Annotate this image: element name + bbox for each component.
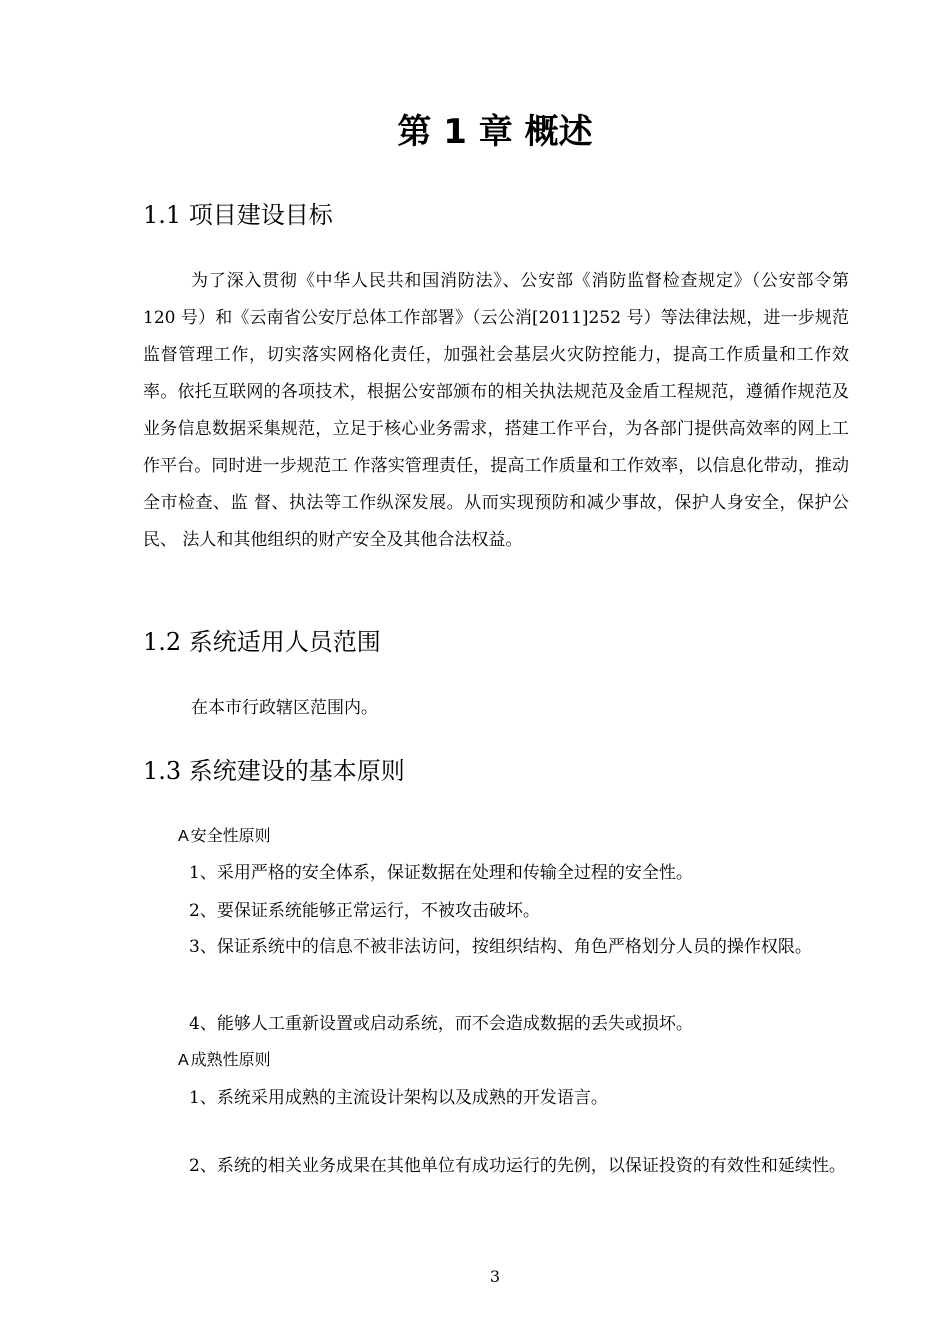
section-heading-1-1: 1.1 项目建设目标 — [143, 201, 333, 229]
maturity-item-1: 1、系统采用成熟的主流设计架构以及成熟的开发语言。 — [189, 1088, 608, 1108]
section-1-1-paragraph: 为了深入贯彻《中华人民共和国消防法》、公安部《消防监督检查规定》（公安部令第 120 号）和《云南省公安厅总体工作部署》（云公消[2011]252 号）等法律法规，进一步规范监督管理工作，切实落实网格化责任，加强社会基层火灾防控能力，提高工作质量和工作效率。依托互联网的各项技术，根据公安部颁布的相关执法规范及金盾工程规范，遵循作规范及业务信息数据采集规范，立足于核心业务需求，搭建工作平台，为各部门提供高效率的网上工作平台。同时进一步规范工 作落实管理责任，提高工作质量和工作效率，以信息化带动，推动全市检查、监 督、执法等工作纵深发展。从而实现预防和减少事故，保护人身安全，保护公民、 法人和其他组织的财产安全及其他合法权益。 — [143, 271, 849, 550]
security-principle-label: 安全性原则 — [190, 826, 271, 845]
maturity-item-2: 2、系统的相关业务成果在其他单位有成功运行的先例，以保证投资的有效性和延续性。 — [189, 1156, 846, 1176]
page-number: 3 — [489, 1267, 501, 1286]
bullet-marker: A — [178, 828, 189, 845]
chapter-title: 第 1 章 概述 — [397, 112, 593, 152]
security-item-2: 2、要保证系统能够正常运行，不被攻击破坏。 — [189, 901, 540, 921]
security-principle-heading — [178, 822, 271, 851]
maturity-principle-heading — [178, 1046, 271, 1075]
section-heading-1-2: 1.2 系统适用人员范围 — [143, 628, 381, 656]
security-item-3: 3、保证系统中的信息不被非法访问，按组织结构、角色严格划分人员的操作权限。 — [189, 937, 812, 957]
section-1-2-paragraph: 在本市行政辖区范围内。 — [191, 698, 378, 718]
bullet-marker: A — [178, 1052, 189, 1069]
security-item-4: 4、能够人工重新设置或启动系统，而不会造成数据的丢失或损坏。 — [189, 1014, 693, 1034]
security-item-1: 1、采用严格的安全体系，保证数据在处理和传输全过程的安全性。 — [189, 863, 693, 883]
maturity-principle-label: 成熟性原则 — [190, 1050, 271, 1069]
section-heading-1-3: 1.3 系统建设的基本原则 — [143, 757, 405, 785]
